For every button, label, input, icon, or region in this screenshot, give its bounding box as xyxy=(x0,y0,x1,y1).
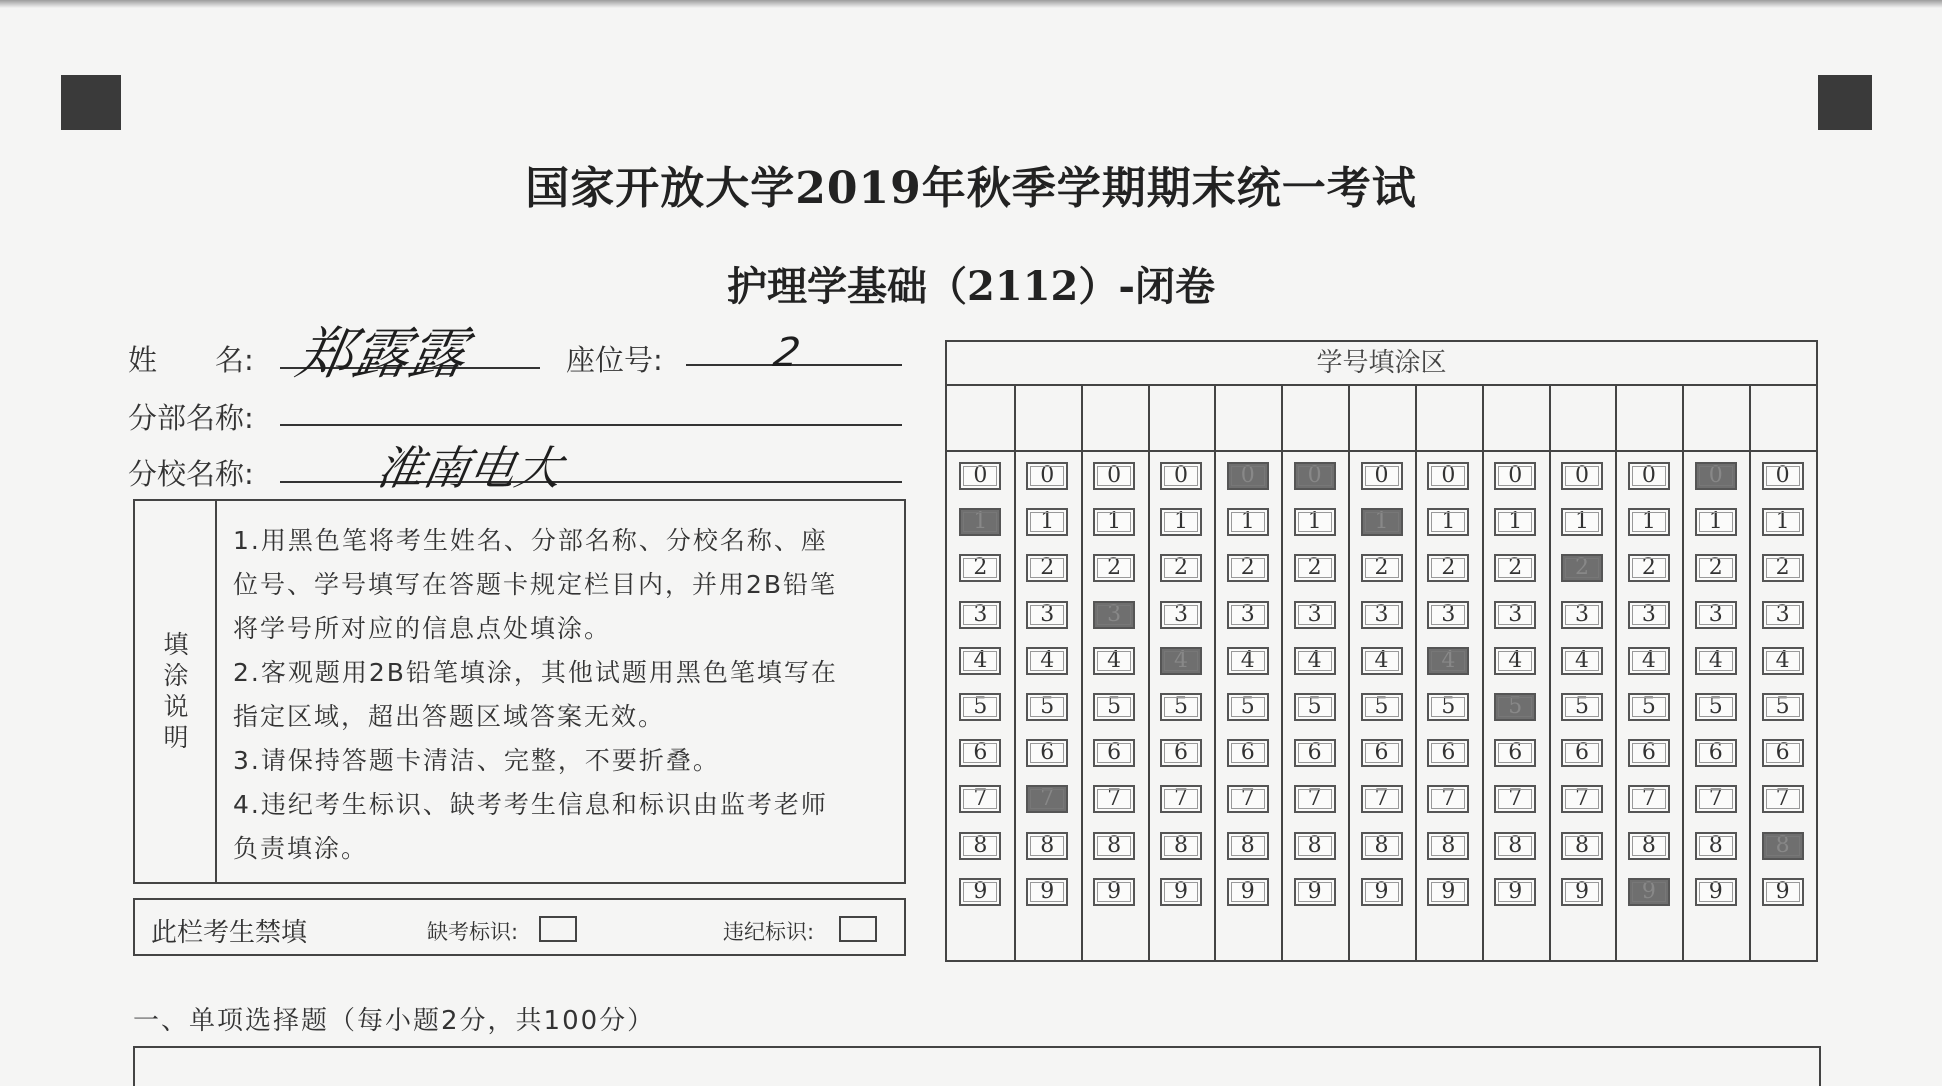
violation-mark-label: 违纪标识: xyxy=(723,920,815,944)
id-bubble[interactable]: 3 xyxy=(1762,601,1804,629)
instruction-line: 将学号所对应的信息点处填涂。 xyxy=(233,614,612,643)
id-column-divider xyxy=(1081,386,1083,962)
instructions-side-char: 填 xyxy=(163,630,189,659)
id-bubble-filled[interactable]: 1 xyxy=(1361,508,1403,536)
id-bubble[interactable]: 5 xyxy=(959,693,1001,721)
id-bubble[interactable]: 7 xyxy=(1093,785,1135,813)
id-bubble-filled[interactable]: 4 xyxy=(1160,647,1202,675)
id-bubble[interactable]: 5 xyxy=(1361,693,1403,721)
id-bubble[interactable]: 9 xyxy=(1762,878,1804,906)
seat-label: 座位号: xyxy=(566,343,663,377)
id-bubble[interactable]: 2 xyxy=(1026,554,1068,582)
id-bubble[interactable]: 0 xyxy=(1427,462,1469,490)
id-bubble[interactable]: 0 xyxy=(1628,462,1670,490)
id-bubble[interactable]: 6 xyxy=(1628,739,1670,767)
id-bubble[interactable]: 1 xyxy=(1561,508,1603,536)
id-column-divider xyxy=(1214,386,1216,962)
id-bubble[interactable]: 8 xyxy=(1160,832,1202,860)
id-bubble[interactable]: 8 xyxy=(1695,832,1737,860)
id-bubble[interactable]: 4 xyxy=(1762,647,1804,675)
id-bubble[interactable]: 9 xyxy=(959,878,1001,906)
id-bubble-filled[interactable]: 8 xyxy=(1762,832,1804,860)
id-bubble-filled[interactable]: 0 xyxy=(1294,462,1336,490)
id-bubble[interactable]: 6 xyxy=(1227,739,1269,767)
instruction-line: 2.客观题用2B铅笔填涂，其他试题用黑色笔填写在 xyxy=(233,658,838,687)
exam-subtitle: 护理学基础（2112）-闭卷 xyxy=(727,263,1215,310)
id-bubble[interactable]: 6 xyxy=(1361,739,1403,767)
answer-area-box xyxy=(133,1046,1821,1086)
id-bubble[interactable]: 7 xyxy=(1561,785,1603,813)
id-bubble[interactable]: 4 xyxy=(959,647,1001,675)
id-column-divider xyxy=(1749,386,1751,962)
id-bubble[interactable]: 7 xyxy=(1427,785,1469,813)
id-bubble[interactable]: 2 xyxy=(1762,554,1804,582)
id-bubble[interactable]: 3 xyxy=(1695,601,1737,629)
id-bubble[interactable]: 5 xyxy=(1294,693,1336,721)
id-bubble[interactable]: 9 xyxy=(1160,878,1202,906)
seat-handwriting: 2 xyxy=(769,330,804,376)
id-bubble[interactable]: 3 xyxy=(959,601,1001,629)
id-bubble[interactable]: 2 xyxy=(1093,554,1135,582)
id-bubble[interactable]: 0 xyxy=(1026,462,1068,490)
id-bubble[interactable]: 0 xyxy=(1093,462,1135,490)
id-bubble[interactable]: 5 xyxy=(1628,693,1670,721)
id-bubble[interactable]: 6 xyxy=(1160,739,1202,767)
id-bubble[interactable]: 8 xyxy=(1427,832,1469,860)
id-bubble[interactable]: 0 xyxy=(1160,462,1202,490)
id-bubble-filled[interactable]: 1 xyxy=(959,508,1001,536)
registration-mark-left xyxy=(61,75,121,130)
id-bubble[interactable]: 1 xyxy=(1628,508,1670,536)
id-bubble[interactable]: 6 xyxy=(1561,739,1603,767)
id-bubble[interactable]: 6 xyxy=(1093,739,1135,767)
instructions-side-char: 说 xyxy=(163,692,189,721)
id-column-divider xyxy=(1014,386,1016,962)
instruction-line: 位号、学号填写在答题卡规定栏目内，并用2B铅笔 xyxy=(233,570,838,599)
id-bubble[interactable]: 7 xyxy=(1227,785,1269,813)
id-bubble[interactable]: 6 xyxy=(1294,739,1336,767)
instructions-side-label xyxy=(135,629,217,753)
branch-school-handwriting: 淮南电大 xyxy=(372,441,567,495)
id-bubble[interactable]: 5 xyxy=(1160,693,1202,721)
id-bubble[interactable]: 5 xyxy=(1561,693,1603,721)
id-bubble[interactable]: 5 xyxy=(1427,693,1469,721)
id-bubble[interactable]: 6 xyxy=(1695,739,1737,767)
id-column-divider xyxy=(1615,386,1617,962)
id-bubble-filled[interactable]: 4 xyxy=(1427,647,1469,675)
id-bubble[interactable]: 7 xyxy=(1762,785,1804,813)
id-bubble[interactable]: 7 xyxy=(1361,785,1403,813)
id-bubble[interactable]: 8 xyxy=(1294,832,1336,860)
instruction-line: 负责填涂。 xyxy=(233,834,369,863)
id-bubble[interactable]: 4 xyxy=(1361,647,1403,675)
id-bubble[interactable]: 9 xyxy=(1093,878,1135,906)
id-bubble-filled[interactable]: 0 xyxy=(1695,462,1737,490)
id-bubble[interactable]: 1 xyxy=(1294,508,1336,536)
id-bubble[interactable]: 1 xyxy=(1026,508,1068,536)
id-bubble[interactable]: 8 xyxy=(1494,832,1536,860)
name-label: 姓 名: xyxy=(128,343,254,377)
instruction-line: 3.请保持答题卡清洁、完整，不要折叠。 xyxy=(233,746,720,775)
id-column-divider xyxy=(1549,386,1551,962)
student-id-title: 学号填涂区 xyxy=(947,342,1816,386)
id-bubble[interactable]: 5 xyxy=(1695,693,1737,721)
id-bubble[interactable]: 6 xyxy=(959,739,1001,767)
branch-dept-line xyxy=(280,424,902,426)
id-column-divider xyxy=(1348,386,1350,962)
id-bubble[interactable]: 1 xyxy=(1093,508,1135,536)
id-bubble[interactable]: 9 xyxy=(1227,878,1269,906)
id-bubble-filled[interactable]: 7 xyxy=(1026,785,1068,813)
page-edge-shadow xyxy=(0,0,1942,8)
id-bubble[interactable]: 8 xyxy=(1093,832,1135,860)
id-bubble[interactable]: 3 xyxy=(1361,601,1403,629)
id-bubble[interactable]: 3 xyxy=(1494,601,1536,629)
id-bubble[interactable]: 8 xyxy=(1561,832,1603,860)
id-bubble[interactable]: 1 xyxy=(1695,508,1737,536)
id-bubble[interactable]: 9 xyxy=(1361,878,1403,906)
id-bubble[interactable]: 7 xyxy=(1695,785,1737,813)
absent-mark-box[interactable] xyxy=(539,916,577,942)
instructions-text xyxy=(233,519,893,871)
absent-mark-label: 缺考标识: xyxy=(427,920,519,944)
id-bubble[interactable]: 1 xyxy=(1427,508,1469,536)
id-bubble-filled[interactable]: 2 xyxy=(1561,554,1603,582)
id-bubble[interactable]: 2 xyxy=(959,554,1001,582)
section-title: 一、单项选择题（每小题2分，共100分） xyxy=(133,1006,656,1036)
name-handwriting: 郑露露 xyxy=(291,322,471,387)
id-column-divider xyxy=(1415,386,1417,962)
id-bubble[interactable]: 7 xyxy=(959,785,1001,813)
id-bubble[interactable]: 4 xyxy=(1695,647,1737,675)
id-bubble[interactable]: 6 xyxy=(1427,739,1469,767)
id-bubble[interactable]: 8 xyxy=(1227,832,1269,860)
id-bubble[interactable]: 4 xyxy=(1294,647,1336,675)
id-bubble[interactable]: 3 xyxy=(1427,601,1469,629)
id-bubble[interactable]: 6 xyxy=(1494,739,1536,767)
id-bubble[interactable]: 2 xyxy=(1227,554,1269,582)
id-bubble[interactable]: 8 xyxy=(1361,832,1403,860)
id-bubble-filled[interactable]: 0 xyxy=(1227,462,1269,490)
branch-school-line xyxy=(280,481,902,483)
id-bubble-filled[interactable]: 9 xyxy=(1628,878,1670,906)
instruction-line: 4.违纪考生标识、缺考考生信息和标识由监考老师 xyxy=(233,790,828,819)
id-bubble[interactable]: 7 xyxy=(1294,785,1336,813)
id-write-row-divider xyxy=(947,450,1816,452)
id-bubble[interactable]: 6 xyxy=(1762,739,1804,767)
instructions-side-char: 明 xyxy=(163,723,189,752)
id-bubble[interactable]: 3 xyxy=(1160,601,1202,629)
student-id-fill-area xyxy=(945,340,1818,962)
id-bubble[interactable]: 2 xyxy=(1361,554,1403,582)
id-bubble[interactable]: 7 xyxy=(1160,785,1202,813)
id-bubble[interactable]: 6 xyxy=(1026,739,1068,767)
id-bubble[interactable]: 2 xyxy=(1494,554,1536,582)
id-bubble[interactable]: 7 xyxy=(1628,785,1670,813)
branch-school-label: 分校名称: xyxy=(128,457,254,491)
id-bubble[interactable]: 8 xyxy=(959,832,1001,860)
id-bubble[interactable]: 0 xyxy=(1561,462,1603,490)
id-bubble[interactable]: 9 xyxy=(1561,878,1603,906)
instructions-box xyxy=(133,499,906,884)
id-bubble[interactable]: 3 xyxy=(1294,601,1336,629)
id-bubble[interactable]: 0 xyxy=(1762,462,1804,490)
exam-title: 国家开放大学2019年秋季学期期末统一考试 xyxy=(525,163,1417,214)
id-bubble[interactable]: 5 xyxy=(1026,693,1068,721)
id-bubble[interactable]: 0 xyxy=(959,462,1001,490)
id-bubble[interactable]: 8 xyxy=(1628,832,1670,860)
id-bubble[interactable]: 5 xyxy=(1227,693,1269,721)
id-bubble[interactable]: 0 xyxy=(1494,462,1536,490)
branch-dept-label: 分部名称: xyxy=(128,401,254,435)
id-bubble[interactable]: 5 xyxy=(1093,693,1135,721)
id-bubble[interactable]: 0 xyxy=(1361,462,1403,490)
id-bubble[interactable]: 4 xyxy=(1227,647,1269,675)
id-bubble[interactable]: 9 xyxy=(1427,878,1469,906)
id-column-divider xyxy=(1482,386,1484,962)
id-column-divider xyxy=(1281,386,1283,962)
id-column-divider xyxy=(1148,386,1150,962)
id-bubble[interactable]: 7 xyxy=(1494,785,1536,813)
id-bubble[interactable]: 8 xyxy=(1026,832,1068,860)
id-bubble-filled[interactable]: 5 xyxy=(1494,693,1536,721)
instruction-line: 1.用黑色笔将考生姓名、分部名称、分校名称、座 xyxy=(233,526,828,555)
id-bubble[interactable]: 2 xyxy=(1695,554,1737,582)
id-bubble[interactable]: 4 xyxy=(1026,647,1068,675)
id-column-divider xyxy=(1682,386,1684,962)
id-bubble[interactable]: 3 xyxy=(1026,601,1068,629)
violation-mark-box[interactable] xyxy=(839,916,877,942)
id-bubble[interactable]: 4 xyxy=(1494,647,1536,675)
id-bubble[interactable]: 2 xyxy=(1628,554,1670,582)
id-bubble[interactable]: 4 xyxy=(1628,647,1670,675)
proctor-only-box xyxy=(133,898,906,956)
id-bubble[interactable]: 3 xyxy=(1561,601,1603,629)
proctor-only-label: 此栏考生禁填 xyxy=(151,918,308,948)
id-bubble[interactable]: 9 xyxy=(1494,878,1536,906)
id-bubble-filled[interactable]: 3 xyxy=(1093,601,1135,629)
id-bubble[interactable]: 5 xyxy=(1762,693,1804,721)
id-bubble[interactable]: 1 xyxy=(1762,508,1804,536)
id-bubble[interactable]: 9 xyxy=(1294,878,1336,906)
id-bubble[interactable]: 9 xyxy=(1695,878,1737,906)
id-bubble[interactable]: 1 xyxy=(1494,508,1536,536)
registration-mark-right xyxy=(1818,75,1872,130)
id-bubble[interactable]: 2 xyxy=(1427,554,1469,582)
id-bubble[interactable]: 1 xyxy=(1227,508,1269,536)
id-bubble[interactable]: 2 xyxy=(1160,554,1202,582)
instruction-line: 指定区域，超出答题区域答案无效。 xyxy=(233,702,666,731)
id-bubble[interactable]: 4 xyxy=(1093,647,1135,675)
instructions-side-panel xyxy=(135,501,217,882)
id-bubble[interactable]: 2 xyxy=(1294,554,1336,582)
id-bubble[interactable]: 9 xyxy=(1026,878,1068,906)
id-bubble[interactable]: 3 xyxy=(1227,601,1269,629)
instructions-side-char: 涂 xyxy=(163,661,189,690)
id-bubble[interactable]: 3 xyxy=(1628,601,1670,629)
id-bubble[interactable]: 1 xyxy=(1160,508,1202,536)
id-bubble[interactable]: 4 xyxy=(1561,647,1603,675)
